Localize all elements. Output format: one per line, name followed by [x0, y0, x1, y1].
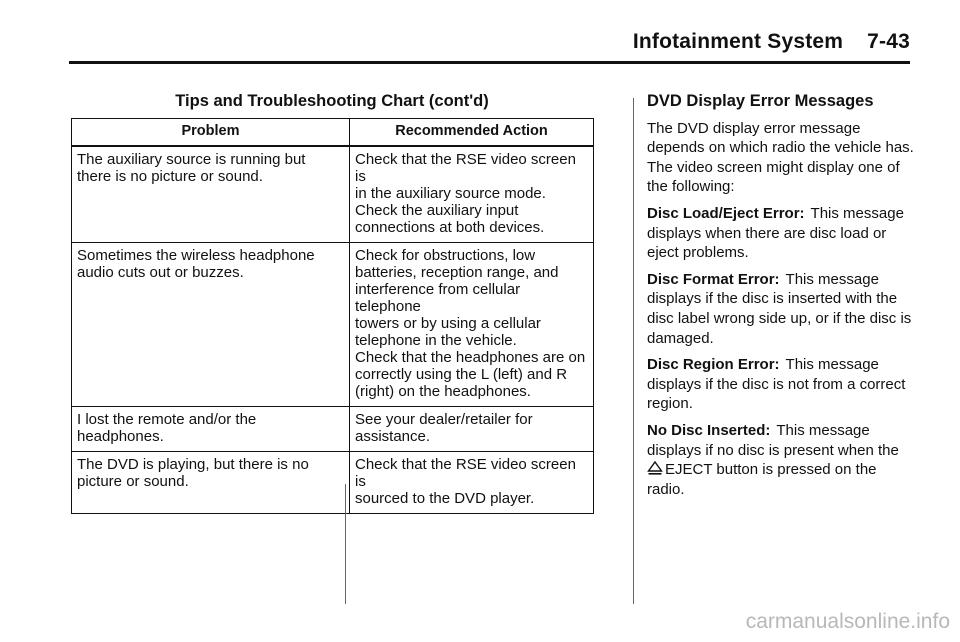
problem-cell [72, 452, 350, 514]
error-label: Disc Region Error: [647, 356, 780, 374]
table-row [72, 452, 594, 514]
error-item [647, 270, 917, 348]
table-row [72, 243, 594, 407]
page-number: 7-43 [867, 30, 910, 53]
action-text: in the auxiliary source mode. [355, 185, 546, 202]
action-text: Check that the headphones are on [355, 349, 586, 366]
error-label: No Disc Inserted: [647, 421, 771, 439]
troubleshooting-table [71, 118, 594, 514]
table-body [72, 146, 594, 514]
section-heading: DVD Display Error Messages [647, 92, 874, 110]
column-header-action: Recommended Action [350, 119, 594, 147]
action-text: correctly using the L (left) and R [355, 366, 568, 383]
eject-icon [647, 460, 663, 476]
error-label: Disc Load/Eject Error: [647, 204, 805, 222]
problem-cell [72, 407, 350, 452]
action-text: Check that the RSE video screen is [355, 151, 576, 185]
action-cell [350, 146, 594, 243]
error-messages-section [647, 92, 917, 506]
column-header-problem: Problem [72, 119, 350, 147]
header-title [633, 30, 910, 54]
problem-text: Sometimes the wireless headphone [77, 247, 315, 264]
action-text: telephone in the vehicle. [355, 332, 517, 349]
action-text: Check the auxiliary input [355, 202, 519, 219]
action-text: towers or by using a cellular [355, 315, 541, 332]
error-description-end: EJECT button is pressed on the radio. [647, 461, 877, 498]
error-label: Disc Format Error: [647, 270, 780, 288]
problem-cell [72, 243, 350, 407]
error-item [647, 204, 917, 263]
column-divider [633, 98, 634, 604]
watermark: carmanualsonline.info [745, 610, 950, 633]
action-text: See your dealer/retailer for [355, 411, 533, 428]
problem-text: I lost the remote and/or the [77, 411, 257, 428]
problem-cell [72, 146, 350, 243]
action-text: sourced to the DVD player. [355, 490, 535, 507]
action-text: connections at both devices. [355, 219, 545, 236]
error-description: This message displays when there are disc load or eject problems. [647, 204, 904, 262]
action-cell [350, 243, 594, 407]
header-rule [69, 61, 910, 64]
action-text: assistance. [355, 428, 431, 445]
problem-text: The DVD is playing, but there is no [77, 456, 309, 473]
action-text: batteries, reception range, and [355, 264, 559, 281]
error-item [647, 355, 917, 414]
problem-text: The auxiliary source is running but [77, 151, 306, 168]
action-cell [350, 452, 594, 514]
problem-text: headphones. [77, 428, 164, 445]
table-header-row [72, 119, 594, 147]
error-description: This message displays if the disc is not from a correct region. [647, 356, 906, 413]
action-text: Check for obstructions, low [355, 247, 536, 264]
error-item [647, 421, 917, 499]
problem-text: there is no picture or sound. [77, 168, 263, 185]
action-text: Check that the RSE video screen is [355, 456, 576, 490]
action-text: interference from cellular telephone [355, 281, 521, 315]
problem-text: audio cuts out or buzzes. [77, 264, 244, 281]
column-divider [345, 484, 346, 604]
chart-title: Tips and Troubleshooting Chart (cont'd) [175, 92, 489, 110]
table-row [72, 146, 594, 243]
error-description: This message displays if no disc is present when the [647, 421, 899, 459]
table-row [72, 407, 594, 452]
action-text: (right) on the headphones. [355, 383, 531, 400]
intro-paragraph: The DVD display error message depends on which radio the vehicle has. The video screen might display one of the following: [647, 119, 914, 196]
error-description: This message displays if the disc is inserted with the disc label wrong side up, or if the disc is damaged. [647, 270, 912, 347]
problem-text: picture or sound. [77, 473, 189, 490]
action-cell [350, 407, 594, 452]
section-title: Infotainment System [632, 30, 844, 53]
